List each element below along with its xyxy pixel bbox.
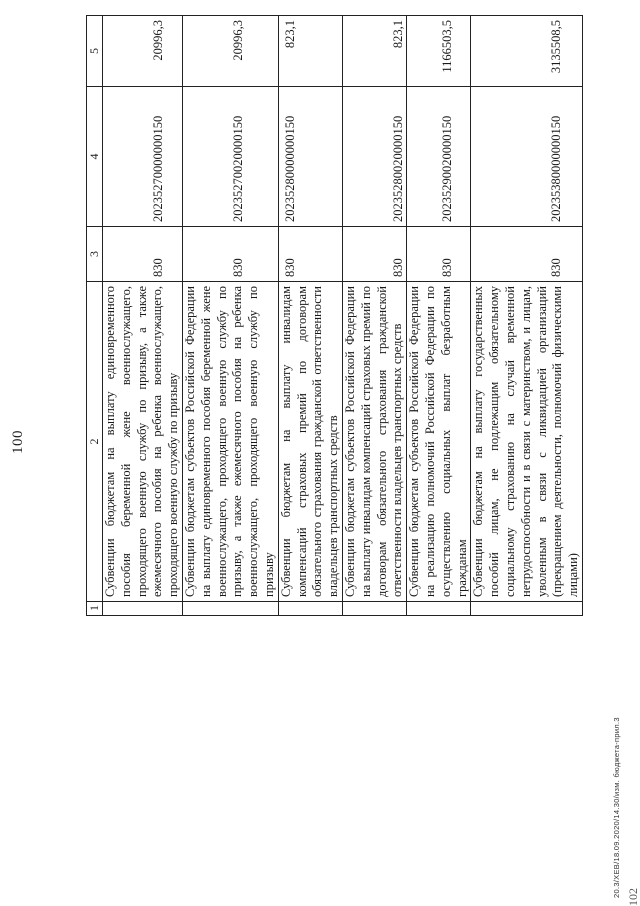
row-kbk: 20235280020000150 xyxy=(342,87,406,227)
row-description: Субвенции бюджетам субъектов Российской Федерации на реализацию полномочий Российской Федерации по осуществлению социальных выплат безработным гражданам xyxy=(407,282,471,602)
column-header: 5 xyxy=(87,16,103,87)
table-row xyxy=(342,16,406,616)
row-kbk: 20235270000000150 xyxy=(103,87,183,227)
row-code: 830 xyxy=(278,227,342,282)
document-footer-id: 20.3/XEB/18.09.2020/14.30/изм. бюджета-прил.3 xyxy=(612,717,621,898)
row-description: Субвенции бюджетам на выплату государственных пособий лицам, не подлежащим обязательному социальному страхованию на случай временной нетрудоспособности и в связи с материнством, и лицам, уволенным в связи с ликвидацией организаций (прекращением деятельности, полномочий физическими лицами) xyxy=(471,282,583,602)
table-row xyxy=(103,16,183,616)
row-code: 830 xyxy=(182,227,278,282)
row-amount: 3135508,5 xyxy=(471,16,583,87)
row-kbk: 20235280000000150 xyxy=(278,87,342,227)
table-row xyxy=(471,16,583,616)
row-kbk: 20235380000000150 xyxy=(471,87,583,227)
table-row xyxy=(407,16,471,616)
row-amount: 20996,3 xyxy=(182,16,278,87)
table-row xyxy=(182,16,278,616)
page-number: 100 xyxy=(10,430,26,454)
row-index-cell xyxy=(103,602,183,616)
row-description: Субвенции бюджетам субъектов Российской Федерации на выплату инвалидам компенсаций страховых премий по договорам обязательного страхования гражданской ответственности владельцев транспортных средств xyxy=(342,282,406,602)
column-header: 2 xyxy=(87,282,103,602)
row-code: 830 xyxy=(407,227,471,282)
row-kbk: 20235290020000150 xyxy=(407,87,471,227)
row-amount: 823,1 xyxy=(342,16,406,87)
column-header: 3 xyxy=(87,227,103,282)
row-kbk: 20235270020000150 xyxy=(182,87,278,227)
table-row xyxy=(278,16,342,616)
next-page-number: 102 xyxy=(626,888,640,906)
row-code: 830 xyxy=(471,227,583,282)
row-amount: 20996,3 xyxy=(103,16,183,87)
row-amount: 1166503,5 xyxy=(407,16,471,87)
row-code: 830 xyxy=(342,227,406,282)
row-description: Субвенции бюджетам на выплату единовременного пособия беременной жене военнослужащего, проходящего военную службу по призыву, а также ежемесячного пособия на ребенка военнослужащего, проходящего военную службу по призыву xyxy=(103,282,183,602)
column-header: 4 xyxy=(87,87,103,227)
column-header: 1 xyxy=(87,602,103,616)
row-description: Субвенции бюджетам на выплату инвалидам компенсаций страховых премий по договорам обязательного страхования гражданской ответственности владельцев транспортных средств xyxy=(278,282,342,602)
budget-table xyxy=(86,15,583,616)
row-description: Субвенции бюджетам субъектов Российской Федерации на выплату единовременного пособия беременной жене военнослужащего, проходящего военную службу по призыву, а также ежемесячного пособия на ребенка военнослужащего, проходящего военную службу по призыву xyxy=(182,282,278,602)
table-header-row xyxy=(87,16,103,616)
row-code: 830 xyxy=(103,227,183,282)
row-amount: 823,1 xyxy=(278,16,342,87)
